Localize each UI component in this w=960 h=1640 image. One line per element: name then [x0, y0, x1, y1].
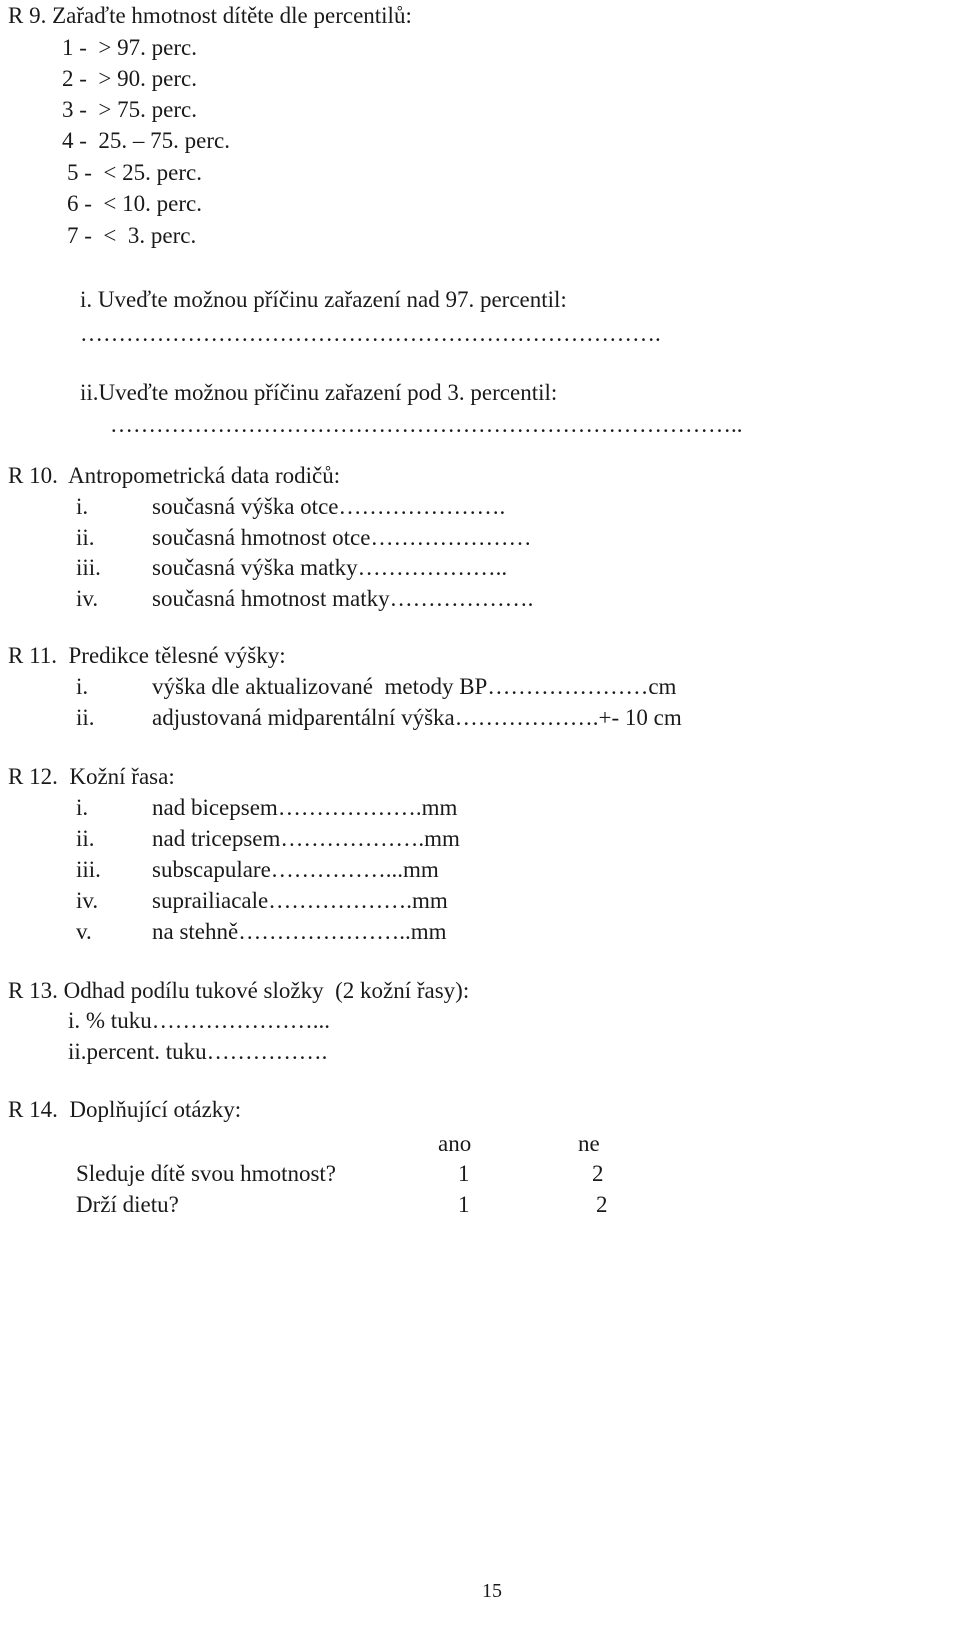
- r10-item-num: iv.: [76, 586, 99, 611]
- r14-col-no: ne: [578, 1131, 600, 1156]
- r10-heading: R 10. Antropometrická data rodičů:: [8, 463, 341, 488]
- r9-answer-line-i: ………………………………………………………………….: [80, 321, 661, 346]
- r12-item-num: i.: [76, 795, 89, 820]
- r11-item-num: i.: [76, 674, 89, 699]
- r11-item-text: adjustovaná midparentální výška……………….+- 10 cm: [152, 705, 682, 730]
- r10-item-text: současná výška matky………………..: [152, 555, 508, 580]
- r13-item: i. % tuku…………………...: [68, 1008, 330, 1033]
- r12-item-num: iv.: [76, 888, 99, 913]
- r10-item-text: současná hmotnost matky……………….: [152, 586, 534, 611]
- r12-item-text: suprailiacale……………….mm: [152, 888, 448, 913]
- r14-heading: R 14. Doplňující otázky:: [8, 1097, 242, 1122]
- r9-option-3: 3 - > 75. perc.: [62, 97, 197, 122]
- r14-answer-yes: 1: [458, 1161, 470, 1186]
- r12-item-text: subscapulare……………...mm: [152, 857, 439, 882]
- r9-option-2: 2 - > 90. perc.: [62, 66, 197, 91]
- r10-item-num: i.: [76, 494, 89, 519]
- r12-item-text: na stehně…………………..mm: [152, 919, 447, 944]
- r9-answer-line-ii: ………………………………………………………………………..: [110, 412, 743, 437]
- r10-item-num: iii.: [76, 555, 101, 580]
- r10-item-text: současná hmotnost otce…………………: [152, 525, 532, 550]
- r14-question: Drží dietu?: [76, 1192, 179, 1217]
- r9-heading: R 9. Zařaďte hmotnost dítěte dle percentilů:: [8, 3, 412, 28]
- r14-answer-no: 2: [592, 1161, 604, 1186]
- r12-item-num: v.: [76, 919, 92, 944]
- r9-option-7: 7 - < 3. perc.: [67, 223, 197, 248]
- r12-item-num: iii.: [76, 857, 101, 882]
- r11-heading: R 11. Predikce tělesné výšky:: [8, 643, 286, 668]
- r9-option-4: 4 - 25. – 75. perc.: [62, 128, 230, 153]
- r12-item-text: nad bicepsem……………….mm: [152, 795, 458, 820]
- r12-heading: R 12. Kožní řasa:: [8, 764, 175, 789]
- r12-item-text: nad tricepsem……………….mm: [152, 826, 460, 851]
- r14-answer-yes: 1: [458, 1192, 470, 1217]
- r13-item: ii.percent. tuku…………….: [68, 1039, 328, 1064]
- page-number: 15: [482, 1580, 502, 1602]
- r14-col-yes: ano: [438, 1131, 472, 1156]
- r10-item-text: současná výška otce………………….: [152, 494, 506, 519]
- r9-option-5: 5 - < 25. perc.: [67, 160, 202, 185]
- r14-question: Sleduje dítě svou hmotnost?: [76, 1161, 337, 1186]
- r9-sub-question-i: i. Uveďte možnou příčinu zařazení nad 97. percentil:: [80, 287, 567, 312]
- r13-heading: R 13. Odhad podílu tukové složky (2 kožní řasy):: [8, 978, 470, 1003]
- r12-item-num: ii.: [76, 826, 95, 851]
- r11-item-text: výška dle aktualizované metody BP…………………cm: [152, 674, 677, 699]
- r9-sub-question-ii: ii.Uveďte možnou příčinu zařazení pod 3. percentil:: [80, 380, 558, 405]
- r14-answer-no: 2: [596, 1192, 608, 1217]
- r9-option-1: 1 - > 97. perc.: [62, 35, 197, 60]
- r9-option-6: 6 - < 10. perc.: [67, 191, 202, 216]
- r11-item-num: ii.: [76, 705, 95, 730]
- r10-item-num: ii.: [76, 525, 95, 550]
